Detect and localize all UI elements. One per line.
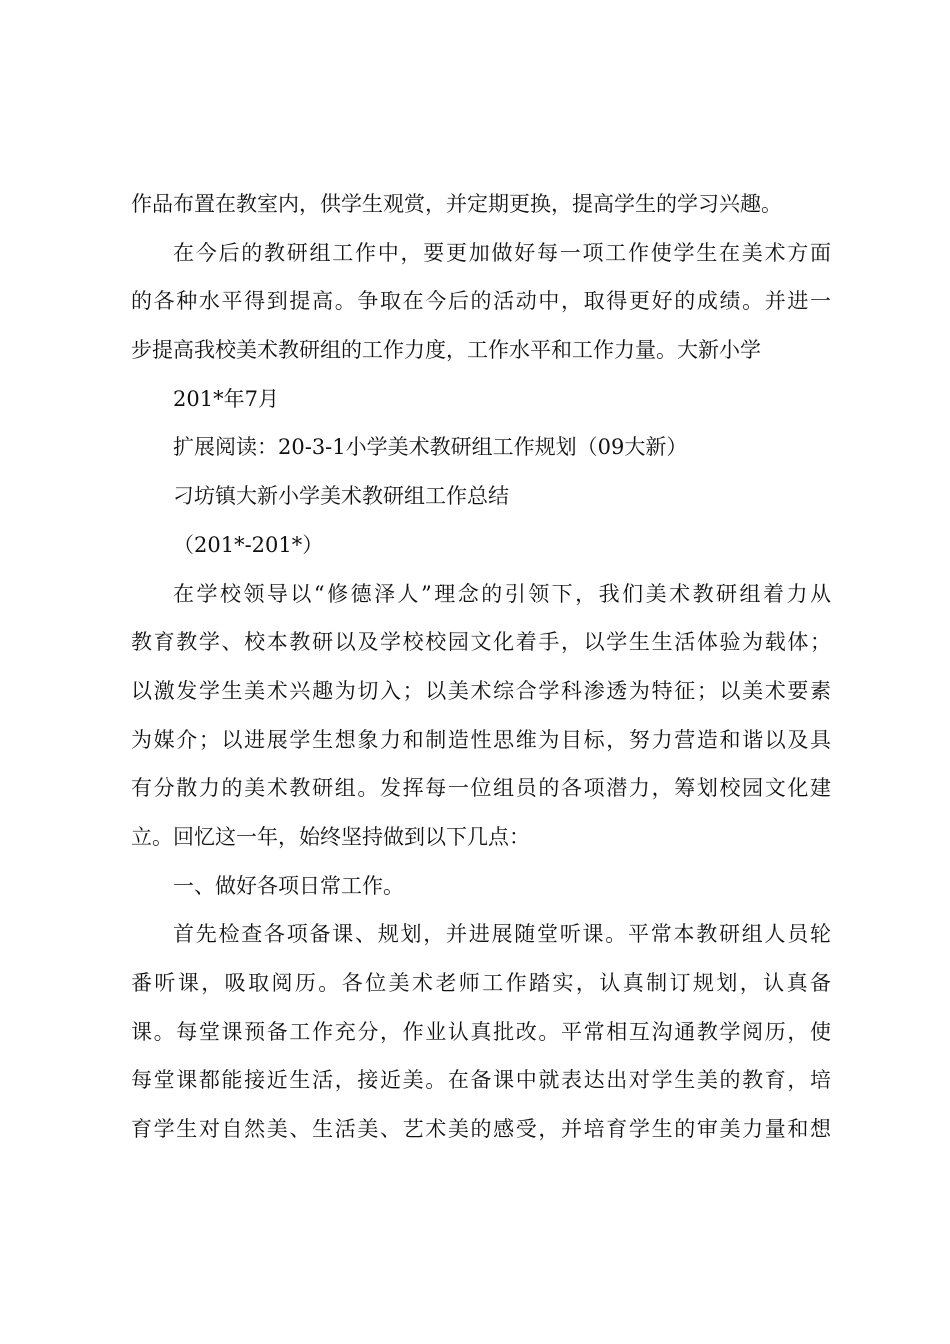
text-line: 刁坊镇大新小学美术教研组工作总结 — [173, 484, 509, 509]
text-line: 立。回忆这一年，始终坚持做到以下几点： — [131, 824, 530, 849]
text-line: 首先检查各项备课、规划，并进展随堂听课。平常本教研组人员轮 — [173, 922, 831, 947]
text-line: 步提高我校美术教研组的工作力度，工作水平和工作力量。大新小学 — [131, 338, 761, 363]
text-line: 在学校领导以“修德泽人”理念的引领下，我们美术教研组着力从 — [173, 581, 831, 606]
text-line: 一、做好各项日常工作。 — [173, 873, 404, 898]
text-line: 教育教学、校本教研以及学校校园文化着手，以学生生活体验为载体； — [131, 630, 831, 655]
text-line: 的各种水平得到提高。争取在今后的活动中，取得更好的成绩。并进一 — [131, 289, 831, 314]
text-line: 为媒介；以进展学生想象力和制造性思维为目标，努力营造和谐以及具 — [131, 727, 831, 752]
text-line: 有分散力的美术教研组。发挥每一位组员的各项潜力，筹划校园文化建 — [131, 776, 831, 801]
text-line: （201*-201*） — [173, 532, 324, 557]
text-line: 作品布置在教室内，供学生观赏，并定期更换，提高学生的学习兴趣。 — [131, 192, 782, 216]
text-line: 在今后的教研组工作中，要更加做好每一项工作使学生在美术方面 — [173, 240, 831, 265]
text-line: 每堂课都能接近生活，接近美。在备课中就表达出对学生美的教育，培 — [131, 1068, 831, 1093]
text-line: 扩展阅读：20-3-1小学美术教研组工作规划（09大新） — [173, 435, 688, 460]
text-line: 课。每堂课预备工作充分，作业认真批改。平常相互沟通教学阅历，使 — [131, 1019, 831, 1044]
text-line: 以激发学生美术兴趣为切入；以美术综合学科渗透为特征；以美术要素 — [131, 678, 831, 703]
text-line: 育学生对自然美、生活美、艺术美的感受，并培育学生的审美力量和想 — [131, 1117, 831, 1142]
text-line: 番听课，吸取阅历。各位美术老师工作踏实，认真制订规划，认真备 — [131, 971, 831, 995]
document-body — [131, 186, 831, 1160]
text-line: 201*年7月 — [173, 386, 279, 411]
